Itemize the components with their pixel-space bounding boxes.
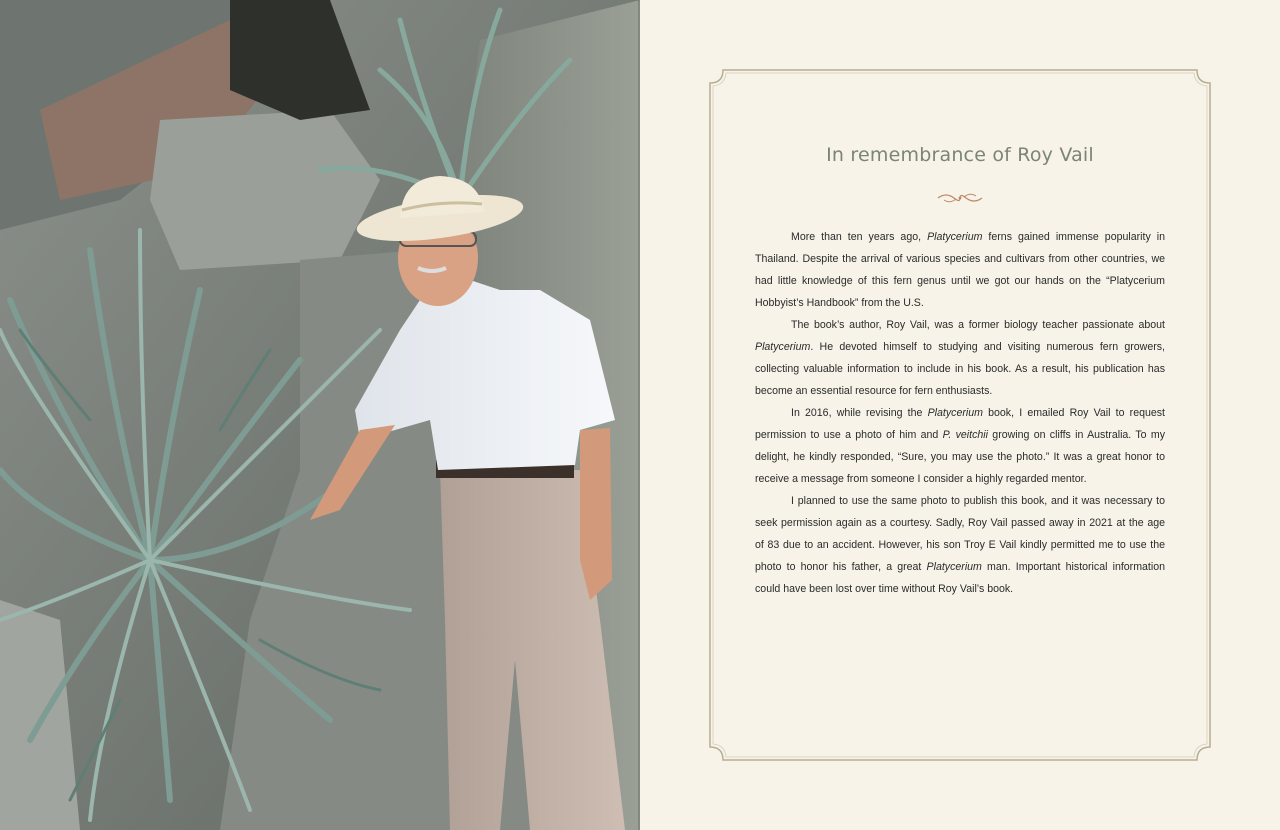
page-title: In remembrance of Roy Vail xyxy=(826,144,1094,166)
paragraph-2 xyxy=(755,314,1165,402)
paragraph-3 xyxy=(755,402,1165,490)
paragraph-1 xyxy=(755,226,1165,314)
text-run: In 2016, while revising the xyxy=(791,407,928,419)
paragraph-4 xyxy=(755,490,1165,600)
text-run: ferns gained immense popularity in Thailand. Despite the arrival of various species and cultivars from other countries, we had little knowledge of this fern genus until we got our hands on the “Platycerium Hobbyist’s Handbook” from the U.S. xyxy=(755,231,1166,309)
memorial-text xyxy=(755,226,1165,600)
text-run: man. Important historical information could have been lost over time without Roy Vail’s book. xyxy=(755,561,1166,595)
flourish-ornament-icon xyxy=(936,190,984,206)
italic-term: Platycerium xyxy=(755,341,811,353)
text-run: growing on cliffs in Australia. To my delight, he kindly responded, “Sure, you may use the photo.” It was a great honor to receive a message from someone I consider a highly regarded mentor. xyxy=(755,429,1166,485)
text-run: More than ten years ago, xyxy=(791,231,928,243)
italic-term: Platycerium xyxy=(927,407,983,419)
italic-term: Platycerium xyxy=(926,561,982,573)
text-run: . He devoted himself to studying and visiting numerous fern growers, collecting valuable information to include in his book. As a result, his publication has become an essential resource for fern enthusiasts. xyxy=(755,341,1165,397)
text-run: The book’s author, Roy Vail, was a former biology teacher passionate about xyxy=(791,319,1165,331)
italic-term: P. veitchii xyxy=(942,429,988,441)
text-run: I planned to use the same photo to publish this book, and it was necessary to seek permission again as a courtesy. Sadly, Roy Vail passed away in 2021 at the age of 83 due to an accident. However, his son Troy E Vail kindly permitted me to use the photo to honor his father, a great xyxy=(755,495,1165,573)
italic-term: Platycerium xyxy=(927,231,983,243)
text-run: book, I emailed Roy Vail to request permission to use a photo of him and xyxy=(755,407,1165,441)
